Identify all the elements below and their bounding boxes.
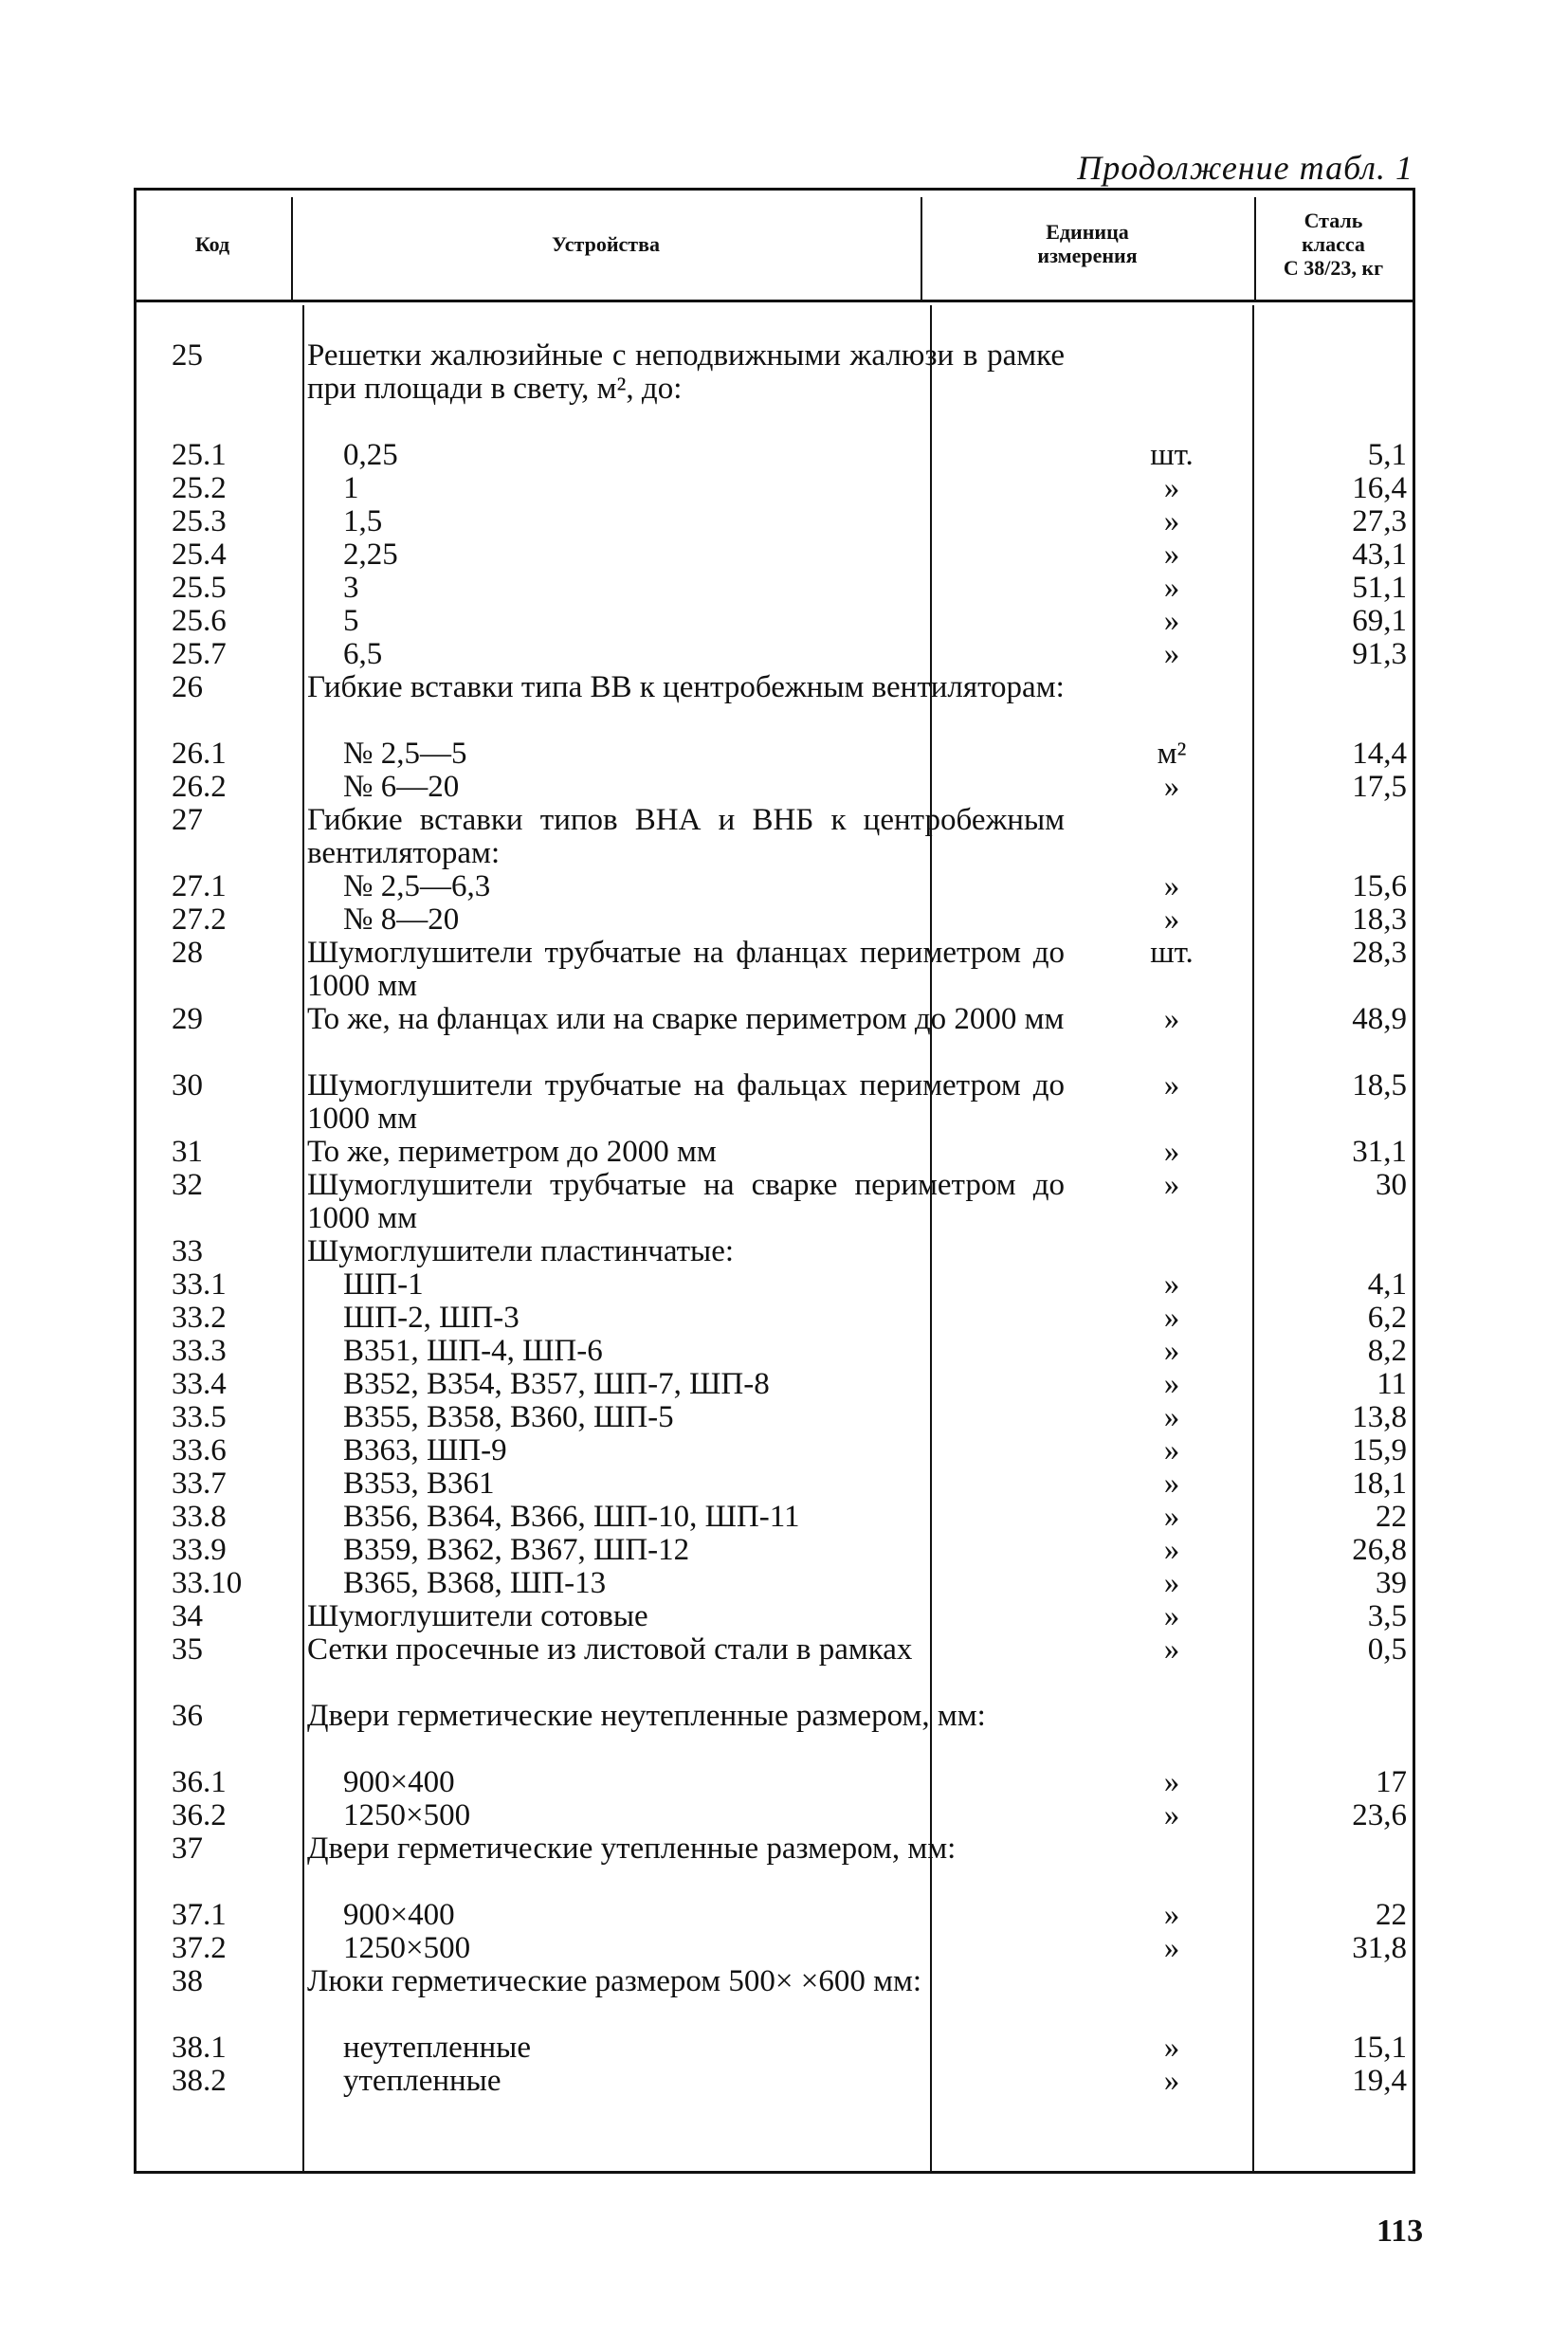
row-code: 33.6	[172, 1433, 227, 1467]
row-unit: »	[1163, 1334, 1180, 1368]
row-device: То же, периметром до 2000 мм	[307, 1135, 717, 1169]
row-code: 26.1	[172, 737, 227, 771]
row-device: 0,25	[343, 438, 398, 472]
row-device: неутепленные	[343, 2031, 531, 2065]
row-code: 25.1	[172, 438, 227, 472]
row-device: Шумоглушители сотовые	[307, 1599, 648, 1633]
row-value: 17	[1376, 1765, 1407, 1799]
row-unit: »	[1163, 1798, 1180, 1832]
row-code: 38.2	[172, 2064, 227, 2098]
row-device: Двери герметические утепленные размером, мм:	[307, 1832, 957, 1866]
row-value: 4,1	[1367, 1267, 1407, 1302]
row-code: 25.7	[172, 637, 227, 671]
row-value: 26,8	[1352, 1533, 1407, 1567]
row-code: 27.2	[172, 902, 227, 937]
row-unit: »	[1163, 1301, 1180, 1335]
row-code: 25.4	[172, 538, 227, 572]
row-unit: »	[1163, 504, 1180, 538]
row-device: 1250×500	[343, 1931, 471, 1965]
row-value: 31,8	[1352, 1931, 1407, 1965]
row-unit: »	[1163, 1002, 1180, 1036]
row-unit: »	[1163, 538, 1180, 572]
row-device: 3	[343, 571, 359, 605]
row-value: 15,9	[1352, 1433, 1407, 1467]
row-code: 26.2	[172, 770, 227, 804]
row-code: 33.1	[172, 1267, 227, 1302]
row-unit: »	[1163, 1433, 1180, 1467]
row-value: 23,6	[1352, 1798, 1407, 1832]
row-value: 43,1	[1352, 538, 1407, 572]
row-device: 5	[343, 604, 359, 638]
row-code: 33.9	[172, 1533, 227, 1567]
row-value: 19,4	[1352, 2064, 1407, 2098]
row-code: 33	[172, 1234, 203, 1268]
row-value: 18,3	[1352, 902, 1407, 937]
row-value: 11	[1377, 1367, 1407, 1401]
row-code: 33.2	[172, 1301, 227, 1335]
row-value: 18,1	[1352, 1467, 1407, 1501]
row-unit: »	[1163, 770, 1180, 804]
row-value: 31,1	[1352, 1135, 1407, 1169]
row-device: № 2,5—5	[343, 737, 467, 771]
row-value: 13,8	[1352, 1400, 1407, 1434]
row-code: 33.3	[172, 1334, 227, 1368]
row-value: 18,5	[1352, 1068, 1407, 1103]
row-code: 32	[172, 1168, 203, 1202]
row-unit: »	[1163, 1533, 1180, 1567]
row-code: 35	[172, 1632, 203, 1667]
row-device: Шумоглушители трубчатые на фланцах периметром до 1000 мм	[307, 936, 1065, 1003]
row-code: 25.3	[172, 504, 227, 538]
row-device: Решетки жалюзийные с неподвижными жалюзи в рамке при площади в свету, м², до:	[307, 338, 1065, 406]
row-unit: »	[1163, 2064, 1180, 2098]
row-value: 8,2	[1367, 1334, 1407, 1368]
row-unit: шт.	[1150, 438, 1194, 472]
row-device: В352, В354, В357, ШП-7, ШП-8	[343, 1367, 770, 1401]
row-unit: »	[1163, 1632, 1180, 1667]
row-device: 1250×500	[343, 1798, 471, 1832]
row-unit: »	[1163, 571, 1180, 605]
row-value: 3,5	[1367, 1599, 1407, 1633]
row-value: 22	[1376, 1500, 1407, 1534]
row-unit: »	[1163, 1135, 1180, 1169]
row-device: В359, В362, В367, ШП-12	[343, 1533, 690, 1567]
row-unit: »	[1163, 1367, 1180, 1401]
row-unit: »	[1163, 1400, 1180, 1434]
row-code: 33.7	[172, 1467, 227, 1501]
row-code: 36	[172, 1699, 203, 1733]
row-unit: »	[1163, 471, 1180, 505]
row-code: 33.4	[172, 1367, 227, 1401]
row-device: В356, В364, В366, ШП-10, ШП-11	[343, 1500, 800, 1534]
row-device: Гибкие вставки типа ВВ к центробежным вентиляторам:	[307, 670, 1065, 704]
table-caption: Продолжение табл. 1	[1077, 149, 1413, 187]
row-code: 26	[172, 670, 203, 704]
row-code: 37.2	[172, 1931, 227, 1965]
row-device: Сетки просечные из листовой стали в рамках	[307, 1632, 913, 1667]
row-unit: »	[1163, 869, 1180, 903]
row-code: 25.2	[172, 471, 227, 505]
row-unit: »	[1163, 1467, 1180, 1501]
row-code: 36.1	[172, 1765, 227, 1799]
row-device: В365, В368, ШП-13	[343, 1566, 607, 1600]
header-steel: Сталь класса С 38/23, кг	[1283, 208, 1384, 280]
header-device: Устройства	[552, 231, 660, 256]
row-unit: »	[1163, 1898, 1180, 1932]
row-code: 33.8	[172, 1500, 227, 1534]
row-code: 38	[172, 1964, 203, 1998]
row-device: Двери герметические неутепленные размером, мм:	[307, 1699, 986, 1733]
row-code: 25	[172, 338, 203, 373]
row-value: 6,2	[1367, 1301, 1407, 1335]
data-table	[134, 188, 1415, 2174]
row-unit: »	[1163, 604, 1180, 638]
table-bottom-rule	[134, 2171, 1415, 2174]
row-device: 6,5	[343, 637, 383, 671]
row-code: 28	[172, 936, 203, 970]
row-device: Шумоглушители пластинчатые:	[307, 1234, 735, 1268]
row-code: 33.10	[172, 1566, 243, 1600]
row-value: 51,1	[1352, 571, 1407, 605]
row-code: 25.5	[172, 571, 227, 605]
row-unit: »	[1163, 1765, 1180, 1799]
row-unit: »	[1163, 1267, 1180, 1302]
row-code: 29	[172, 1002, 203, 1036]
row-device: 900×400	[343, 1765, 455, 1799]
row-unit: шт.	[1150, 936, 1194, 970]
row-value: 15,6	[1352, 869, 1407, 903]
row-value: 16,4	[1352, 471, 1407, 505]
row-code: 34	[172, 1599, 203, 1633]
row-device: ШП-2, ШП-3	[343, 1301, 520, 1335]
row-value: 5,1	[1367, 438, 1407, 472]
row-unit: »	[1163, 1168, 1180, 1202]
row-device: 1,5	[343, 504, 383, 538]
row-device: № 8—20	[343, 902, 460, 937]
page-number: 113	[1377, 2214, 1424, 2249]
row-device: 1	[343, 471, 359, 505]
row-device: Шумоглушители трубчатые на фальцах периметром до 1000 мм	[307, 1068, 1065, 1136]
row-unit: »	[1163, 1566, 1180, 1600]
row-value: 27,3	[1352, 504, 1407, 538]
row-value: 91,3	[1352, 637, 1407, 671]
row-value: 30	[1376, 1168, 1407, 1202]
row-code: 27.1	[172, 869, 227, 903]
row-code: 38.1	[172, 2031, 227, 2065]
row-code: 37	[172, 1832, 203, 1866]
row-unit: »	[1163, 902, 1180, 937]
row-device: В363, ШП-9	[343, 1433, 507, 1467]
header-code: Код	[194, 231, 230, 256]
header-unit: Единица измерения	[1037, 220, 1138, 267]
row-device: То же, на фланцах или на сварке периметром до 2000 мм	[307, 1002, 1065, 1036]
row-device: В353, В361	[343, 1467, 495, 1501]
row-device: № 2,5—6,3	[343, 869, 491, 903]
row-device: Люки герметические размером 500× ×600 мм:	[307, 1964, 922, 1998]
row-value: 39	[1376, 1566, 1407, 1600]
row-unit: »	[1163, 1068, 1180, 1103]
row-device: утепленные	[343, 2064, 501, 2098]
row-device: 900×400	[343, 1898, 455, 1932]
row-value: 48,9	[1352, 1002, 1407, 1036]
row-device: Шумоглушители трубчатые на сварке периметром до 1000 мм	[307, 1168, 1065, 1235]
row-code: 25.6	[172, 604, 227, 638]
row-code: 27	[172, 803, 203, 837]
row-code: 30	[172, 1068, 203, 1103]
row-unit: »	[1163, 1599, 1180, 1633]
row-value: 22	[1376, 1898, 1407, 1932]
row-value: 14,4	[1352, 737, 1407, 771]
row-device: ШП-1	[343, 1267, 424, 1302]
row-unit: »	[1163, 2031, 1180, 2065]
row-unit: м²	[1157, 737, 1187, 771]
row-device: № 6—20	[343, 770, 460, 804]
row-device: В355, В358, В360, ШП-5	[343, 1400, 674, 1434]
row-device: Гибкие вставки типов ВНА и ВНБ к центробежным вентиляторам:	[307, 803, 1065, 870]
row-value: 69,1	[1352, 604, 1407, 638]
row-value: 0,5	[1367, 1632, 1407, 1667]
row-unit: »	[1163, 1931, 1180, 1965]
row-code: 37.1	[172, 1898, 227, 1932]
table-left-border	[134, 188, 137, 2174]
row-value: 17,5	[1352, 770, 1407, 804]
row-code: 33.5	[172, 1400, 227, 1434]
row-code: 36.2	[172, 1798, 227, 1832]
row-device: В351, ШП-4, ШП-6	[343, 1334, 603, 1368]
header-bottom-rule	[134, 300, 1415, 302]
row-unit: »	[1163, 637, 1180, 671]
row-value: 15,1	[1352, 2031, 1407, 2065]
row-code: 31	[172, 1135, 203, 1169]
row-value: 28,3	[1352, 936, 1407, 970]
row-device: 2,25	[343, 538, 398, 572]
row-unit: »	[1163, 1500, 1180, 1534]
